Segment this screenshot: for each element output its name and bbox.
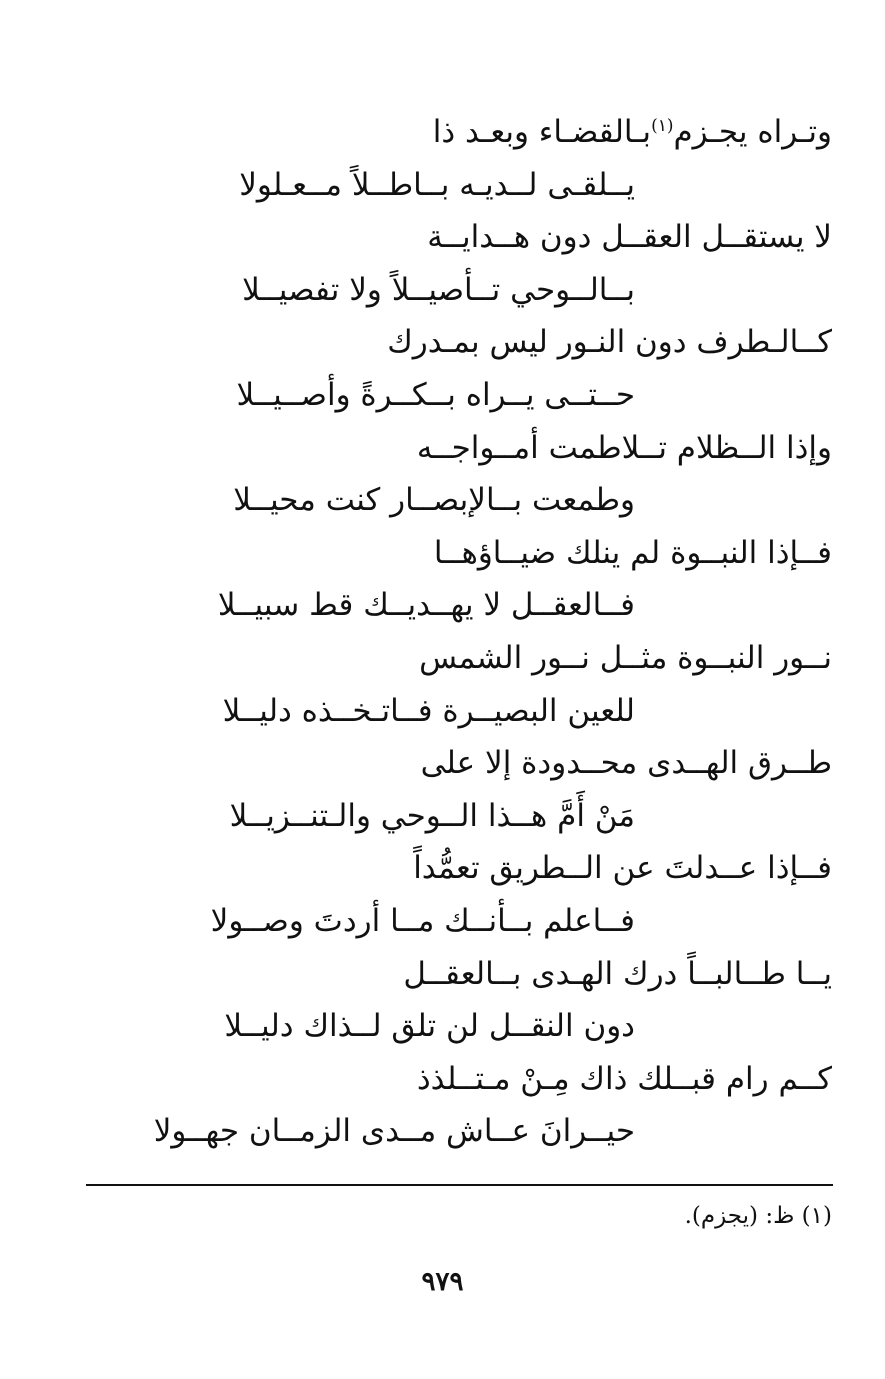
verse-text: دون النقــل لن تلق لــذاك دليــلا (224, 1008, 635, 1045)
verse-line-13 (0, 737, 885, 790)
verse-line-3 (0, 211, 885, 264)
poem (0, 106, 885, 1158)
verse-line-2 (0, 159, 885, 212)
verse-line-9 (0, 527, 885, 580)
verse-line-19 (0, 1053, 885, 1106)
verse-line-17 (0, 948, 885, 1001)
verse-line-6 (0, 369, 885, 422)
verse-line-16 (0, 895, 885, 948)
verse-text: لا يستقــل العقــل دون هــدايــة (427, 219, 832, 256)
verse-line-7 (0, 422, 885, 475)
verse-text: كــالـطرف دون النـور ليس بمـدرك (387, 324, 832, 361)
verse-text: فــاعلم بــأنــك مــا أردتَ وصــولا (210, 902, 635, 939)
verse-text: فــإذا النبــوة لم ينلك ضيــاؤهــا (433, 534, 832, 571)
verse-text: وإذا الــظلام تــلاطمت أمــواجــه (416, 429, 832, 466)
verse-text: للعين البصيــرة فــاتـخــذه دليــلا (222, 692, 635, 729)
verse-text: وتـراه يجـزم(١)بـالقضـاء وبعـد ذا (432, 114, 832, 150)
verse-text: بــالــوحي تــأصيــلاً ولا تفصيــلا (242, 271, 635, 308)
verse-text: حيــرانَ عــاش مــدى الزمــان جهــولا (153, 1113, 635, 1150)
verse-line-20 (0, 1105, 885, 1158)
verse-text: يــا طــالبــاً درك الهـدى بــالعقــل (403, 955, 832, 992)
verse-line-10 (0, 579, 885, 632)
verse-text: نــور النبــوة مثــل نــور الشمس (419, 639, 832, 676)
footnote: (١) ظ: (يجزم). (684, 1203, 832, 1229)
verse-line-8 (0, 474, 885, 527)
verse-text: حــتــى يــراه بــكــرةً وأصــيــلا (236, 376, 635, 413)
verse-text: يــلقـى لــديـه بــاطــلاً مــعـلولا (239, 166, 635, 203)
verse-line-4 (0, 264, 885, 317)
verse-text: طــرق الهــدى محــدودة إلا على (420, 745, 832, 782)
footnote-divider (86, 1184, 833, 1186)
verse-text: فــإذا عــدلتَ عن الــطريق تعمُّداً (413, 850, 832, 887)
verse-line-15 (0, 842, 885, 895)
verse-line-5 (0, 316, 885, 369)
page-number: ٩٧٩ (421, 1267, 464, 1297)
verse-text: مَنْ أَمَّ هــذا الــوحي والـتنــزيــلا (229, 797, 635, 834)
verse-line-14 (0, 790, 885, 843)
verse-text: كــم رام قبــلك ذاك مِـنْ مـتــلذذ (416, 1060, 832, 1097)
verse-text: وطمعت بــالإبصــار كنت محيــلا (233, 482, 635, 519)
verse-line-12 (0, 685, 885, 738)
verse-line-18 (0, 1000, 885, 1053)
verse-line-1 (0, 106, 885, 159)
verse-line-11 (0, 632, 885, 685)
verse-text: فــالعقــل لا يهــديــك قط سبيــلا (217, 587, 635, 624)
